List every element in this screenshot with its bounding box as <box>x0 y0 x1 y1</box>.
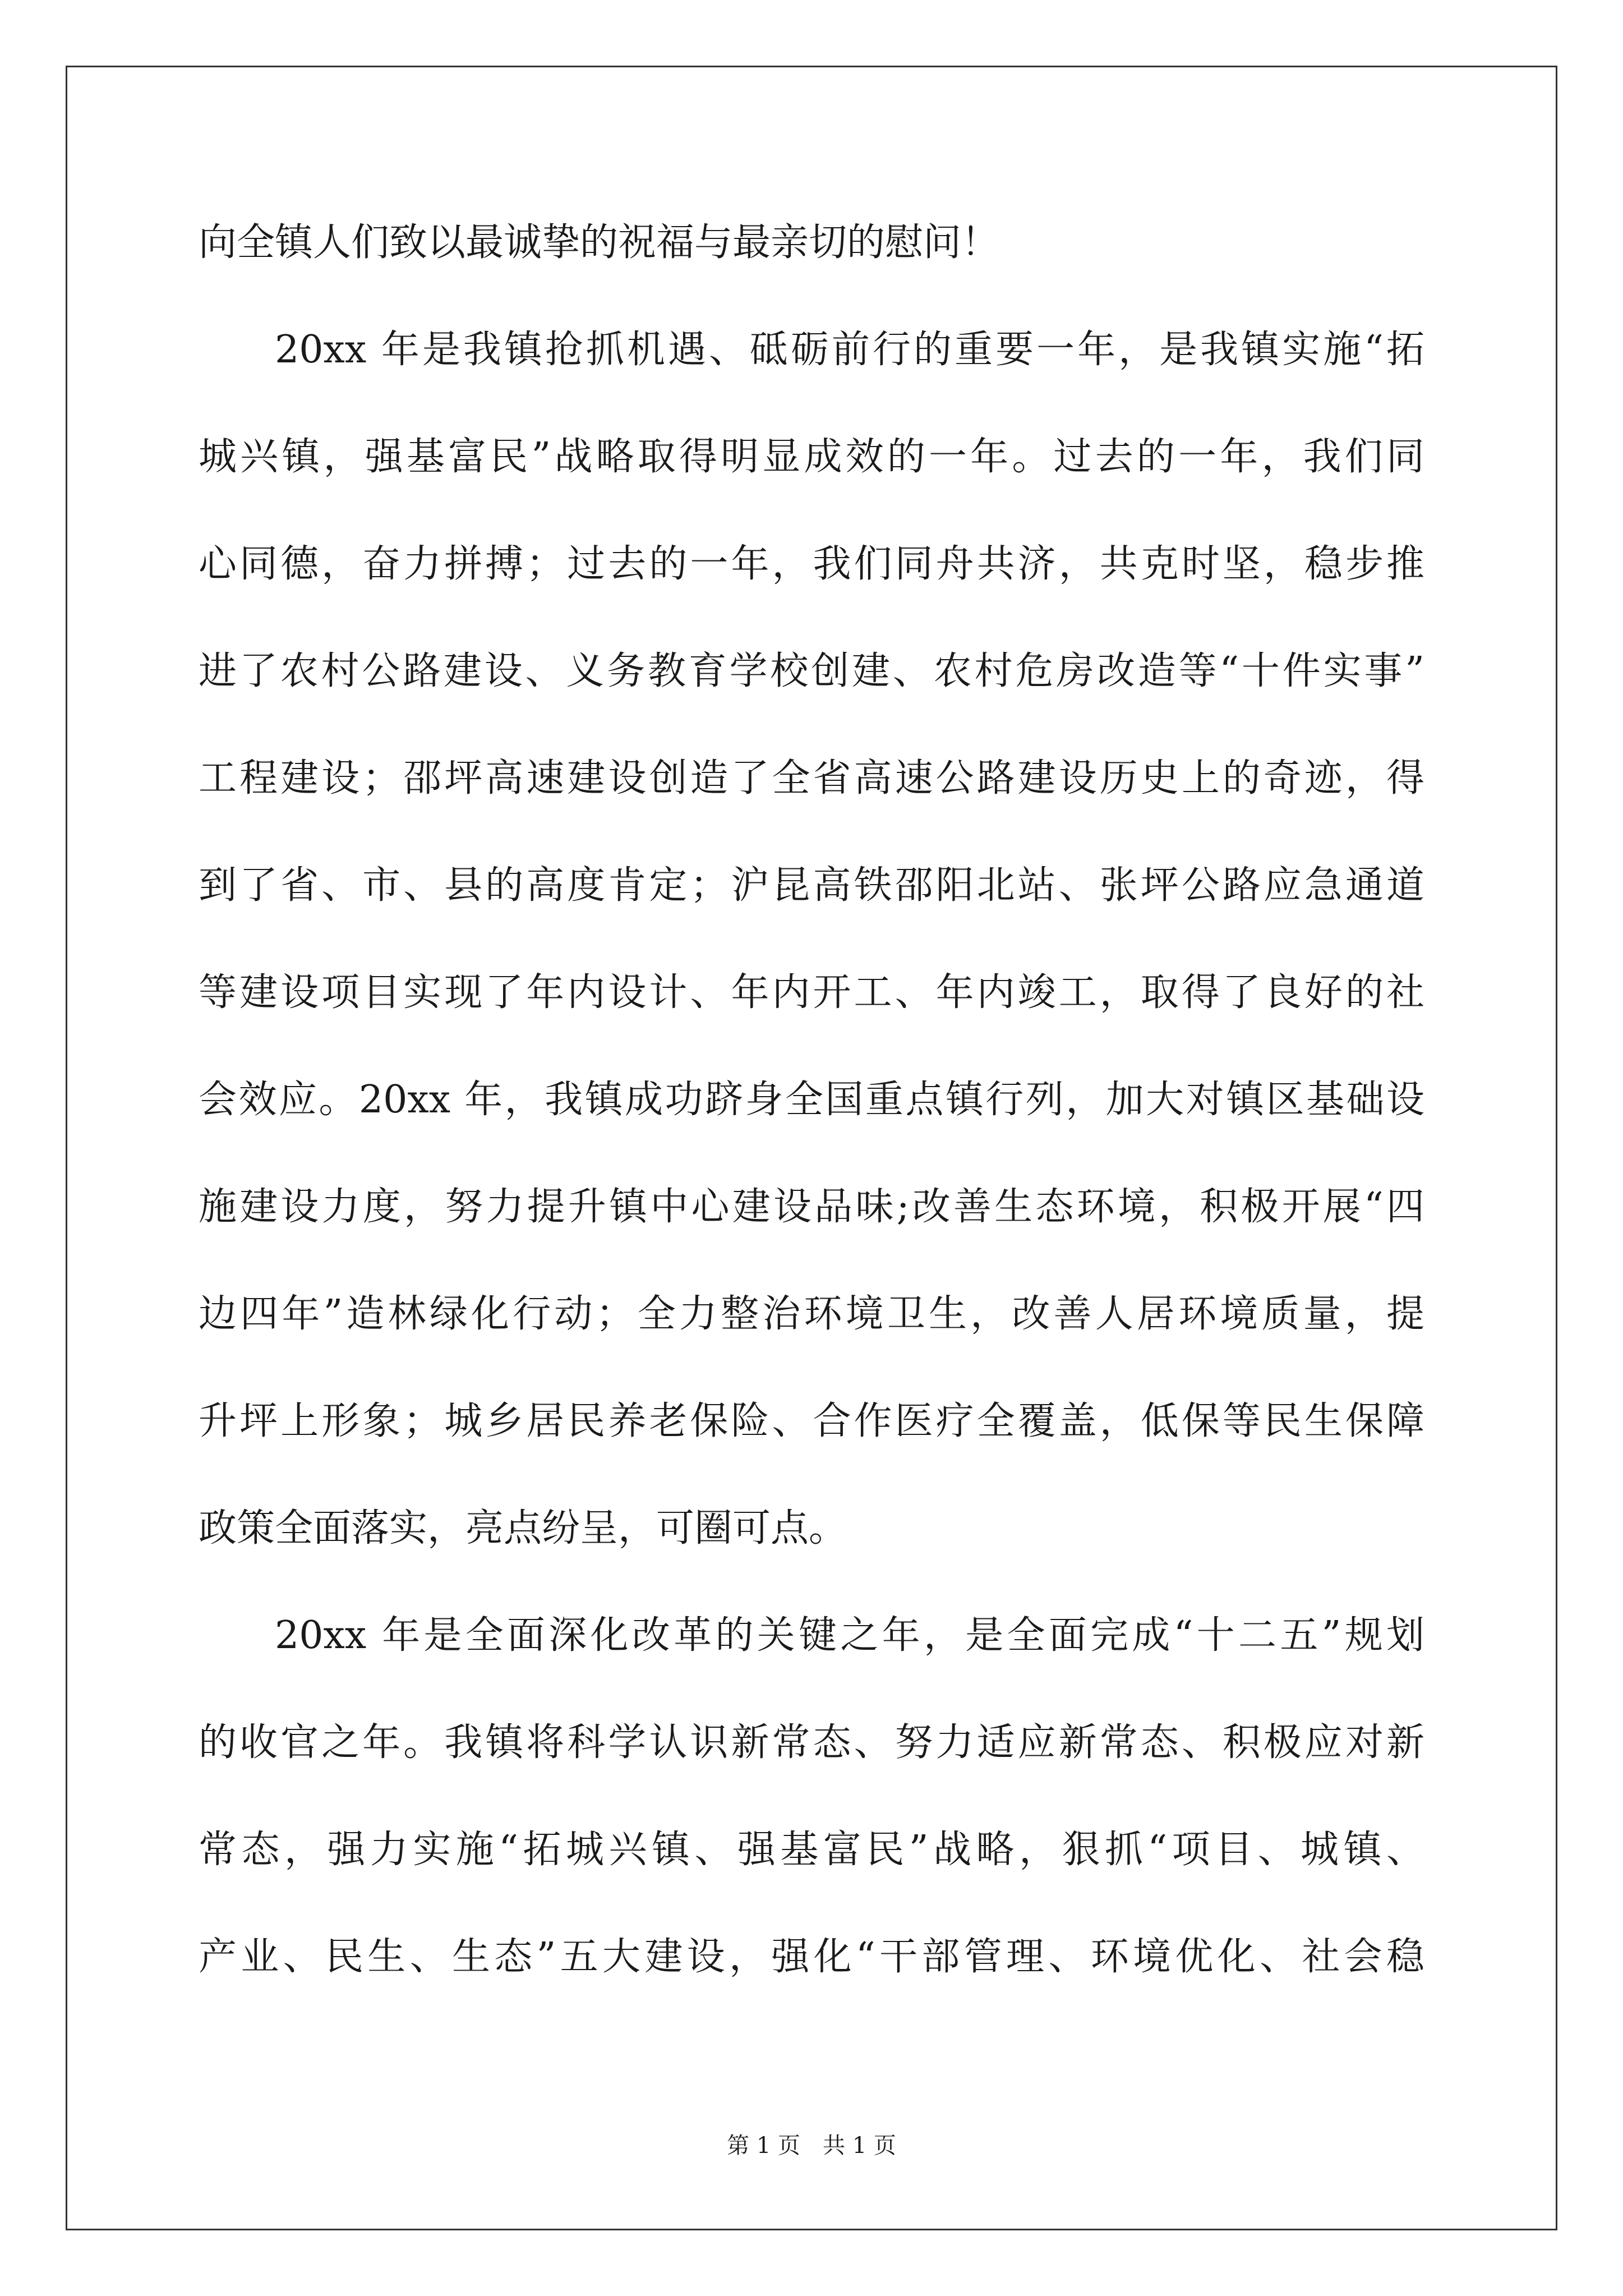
text-line: 升坪上形象；城乡居民养老保险、合作医疗全覆盖，低保等民生保障 <box>199 1399 1424 1443</box>
text-line: 工程建设；邵坪高速建设创造了全省高速公路建设历史上的奇迹，得 <box>199 756 1424 800</box>
text-line: 边四年”造林绿化行动；全力整治环境卫生，改善人居环境质量，提 <box>199 1292 1424 1336</box>
paragraph-first-line: 20xx 年是全面深化改革的关键之年，是全面完成“十二五”规划 <box>275 1613 1424 1658</box>
text-line: 向全镇人们致以最诚挚的祝福与最亲切的慰问！ <box>199 220 1000 265</box>
text-line: 到了省、市、县的高度肯定；沪昆高铁邵阳北站、张坪公路应急通道 <box>199 863 1424 908</box>
text-line: 会效应。20xx 年，我镇成功跻身全国重点镇行列，加大对镇区基础设 <box>199 1078 1424 1122</box>
text-line: 城兴镇，强基富民”战略取得明显成效的一年。过去的一年，我们同 <box>199 435 1424 479</box>
paragraph-first-line: 20xx 年是我镇抢抓机遇、砥砺前行的重要一年，是我镇实施“拓 <box>275 328 1424 372</box>
text-line: 产业、民生、生态”五大建设，强化“干部管理、环境优化、社会稳 <box>199 1935 1424 1979</box>
document-body <box>199 215 1424 2036</box>
text-line: 等建设项目实现了年内设计、年内开工、年内竣工，取得了良好的社 <box>199 970 1424 1015</box>
text-line: 心同德，奋力拼搏；过去的一年，我们同舟共济，共克时坚，稳步推 <box>199 542 1424 586</box>
text-line: 政策全面落实，亮点纷呈，可圈可点。 <box>199 1506 847 1550</box>
text-line: 施建设力度，努力提升镇中心建设品味;改善生态环境，积极开展“四 <box>199 1185 1424 1229</box>
text-line: 进了农村公路建设、义务教育学校创建、农村危房改造等“十件实事” <box>199 649 1424 693</box>
page-number-footer: 第 1 页 共 1 页 <box>727 2133 896 2159</box>
text-line: 常态，强力实施“拓城兴镇、强基富民”战略，狠抓“项目、城镇、 <box>199 1828 1424 1872</box>
text-line: 的收官之年。我镇将科学认识新常态、努力适应新常态、积极应对新 <box>199 1720 1424 1765</box>
